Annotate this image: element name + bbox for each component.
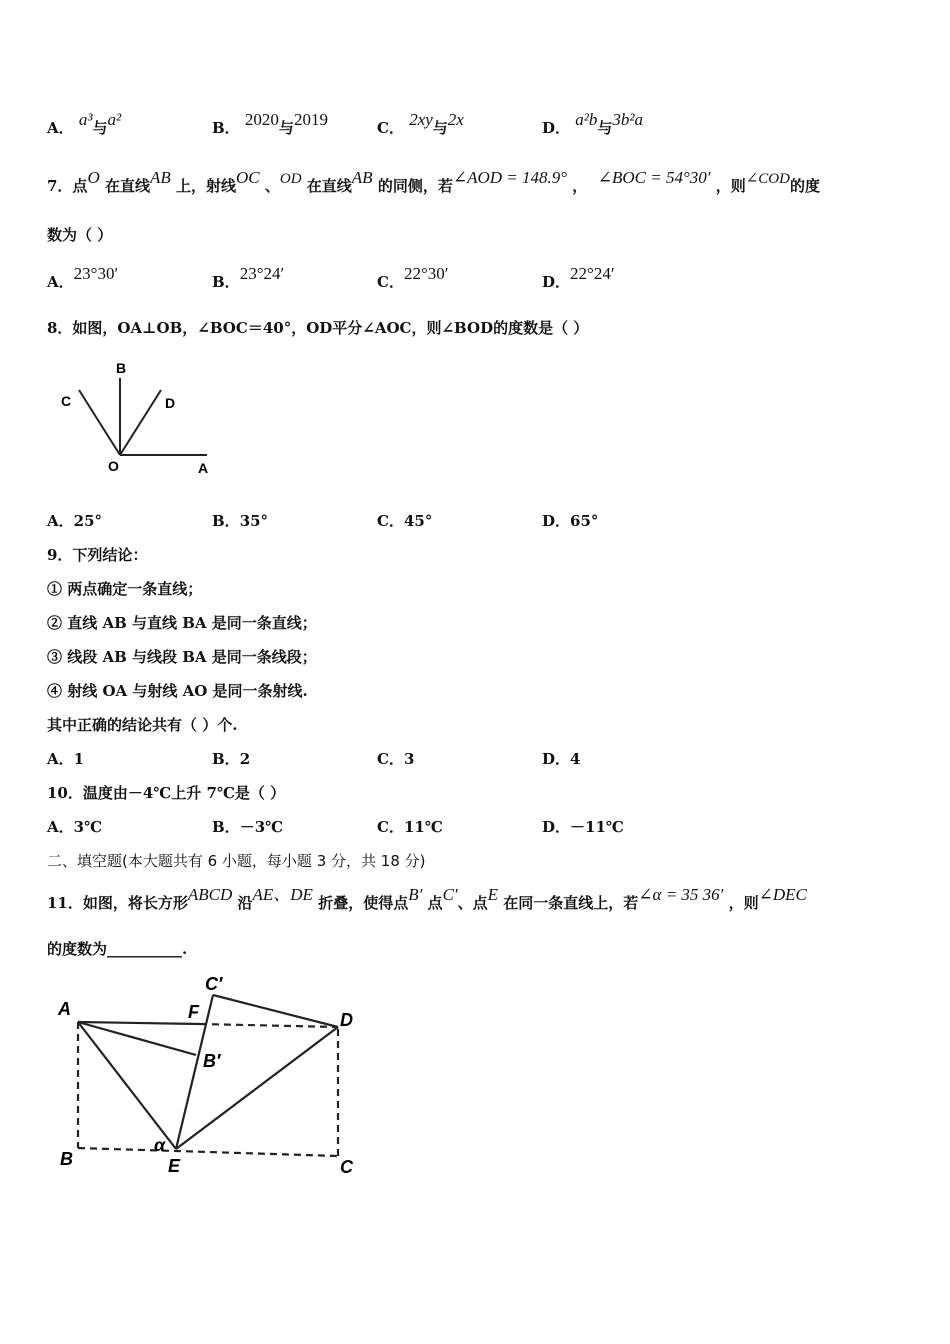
segment-ae [78, 1022, 176, 1149]
option-value: 22°24′ [570, 264, 615, 283]
q7-num: 7．点 [47, 177, 88, 195]
condition-boc: ∠BOC = 54°30′ [597, 168, 711, 187]
ray-oc: OC [236, 168, 260, 187]
expr-right: 2x [447, 110, 464, 129]
q10-option-a [47, 816, 102, 837]
option-letter: D． [542, 750, 571, 768]
ray-oc [79, 390, 120, 455]
q11-stem [47, 885, 807, 913]
q11-text: 11．如图，将长方形 [47, 894, 188, 912]
q11-text: 在同一条直线上，若 [503, 894, 639, 912]
q11-text: 点 [427, 894, 443, 912]
q9-item-2: ② 直线 AB 与直线 BA 是同一条直线； [47, 614, 317, 632]
label-c: C [340, 1157, 353, 1177]
option-value: 11℃ [403, 818, 443, 836]
ray-od [120, 390, 161, 455]
q6-option-a [47, 110, 122, 138]
label-b: B [116, 360, 127, 376]
angle-cod: ∠COD [745, 171, 790, 187]
option-value: 3℃ [73, 818, 103, 836]
expr-right: a² [107, 110, 122, 129]
label-o: O [108, 458, 119, 474]
expr-left: 2020 [244, 110, 279, 129]
option-letter: B． [212, 119, 240, 137]
option-letter: A． [47, 273, 74, 291]
q9-option-a [47, 748, 84, 769]
q11-text: 、点 [457, 894, 488, 912]
option-value: 23°30′ [73, 264, 119, 283]
expr-left: a²b [575, 110, 598, 129]
q9-option-c [377, 748, 414, 769]
line-ab: AB [351, 168, 373, 187]
segment-c-prime-d [213, 995, 338, 1027]
q9-option-d [542, 748, 580, 769]
expr-right: 3b²a [612, 110, 643, 129]
q9-item-3: ③ 线段 AB 与线段 BA 是同一条线段； [47, 648, 317, 666]
q10-option-b [212, 816, 283, 837]
q6-option-d [542, 110, 643, 138]
q10-stem: 10．温度由－4℃上升 7℃是（ ） [47, 784, 286, 802]
option-letter: D． [542, 119, 571, 137]
option-value: －3℃ [239, 818, 284, 836]
q8-option-b [212, 510, 268, 531]
q11-text: 沿 [237, 894, 253, 912]
segment-ab-prime [78, 1022, 196, 1055]
option-letter: D． [542, 273, 571, 291]
option-letter: D． [542, 512, 571, 530]
q9-item-4: ④ 射线 OA 与射线 AO 是同一条射线. [47, 682, 308, 700]
q11-stem-line2: 的度数为__________. [47, 940, 188, 958]
option-value: 35° [239, 512, 269, 530]
q6-option-c [377, 110, 464, 138]
option-letter: C． [377, 750, 404, 768]
label-c: C [61, 393, 72, 409]
q7-text: 的同侧，若 [377, 177, 453, 195]
segment-af [78, 1022, 200, 1024]
option-letter: A． [47, 512, 74, 530]
q7-text: ， [572, 177, 588, 195]
q11-text: ，则 [728, 894, 759, 912]
label-alpha: α [154, 1135, 166, 1155]
q7-option-d [542, 264, 615, 292]
label-b: B [60, 1149, 73, 1169]
option-letter: C． [377, 818, 404, 836]
q8-stem: 8．如图，OA⊥OB，∠BOC＝40°，OD平分∠AOC，则∠BOD的度数是（ ） [47, 319, 589, 337]
section-heading: 二、填空题(本大题共有 6 小题，每小题 3 分，共 18 分) [47, 852, 426, 870]
conj: 与 [597, 119, 613, 137]
label-a: A [198, 460, 209, 476]
option-value: 23°24′ [239, 264, 285, 283]
q7-text: 在直线 [306, 177, 352, 195]
q7-option-c [377, 264, 449, 292]
conj: 与 [92, 119, 108, 137]
option-letter: A． [47, 818, 74, 836]
option-letter: B． [212, 512, 240, 530]
option-letter: D． [542, 818, 571, 836]
option-value: －11℃ [570, 818, 624, 836]
q10-option-c [377, 816, 443, 837]
ray-od: OD [279, 171, 302, 187]
expr-left: a³ [78, 110, 93, 129]
conj: 与 [432, 119, 448, 137]
option-value: 65° [570, 512, 599, 530]
q8-option-d [542, 510, 598, 531]
q7-text: 、 [264, 177, 280, 195]
side-ad-dashed [200, 1024, 338, 1027]
label-b-prime: B′ [203, 1051, 221, 1071]
label-d: D [165, 395, 176, 411]
q7-stem-line2: 数为（ ） [47, 226, 113, 244]
option-letter: B． [212, 750, 240, 768]
conj: 与 [278, 119, 294, 137]
option-value: 1 [73, 750, 85, 768]
q6-option-b [212, 110, 328, 138]
point-e: E [487, 885, 499, 904]
option-letter: B． [212, 818, 240, 836]
option-letter: A． [47, 119, 74, 137]
q7-text: 在直线 [104, 177, 150, 195]
option-value: 2 [239, 750, 251, 768]
expr-right: 2019 [293, 110, 328, 129]
option-value: 45° [403, 512, 433, 530]
option-letter: B． [212, 273, 240, 291]
angle-alpha: ∠α = 35 36′ [638, 885, 724, 904]
option-value: 4 [570, 750, 581, 768]
option-letter: A． [47, 750, 74, 768]
angle-dec: ∠DEC [758, 885, 807, 904]
label-a: A [58, 999, 71, 1019]
label-e: E [168, 1156, 181, 1176]
q7-option-b [212, 264, 285, 292]
option-letter: C． [377, 273, 404, 291]
option-value: 22°30′ [403, 264, 449, 283]
line-ab: AB [149, 168, 171, 187]
label-c-prime: C′ [205, 974, 223, 994]
q7-text: 上，射线 [175, 177, 236, 195]
rect-abcd: ABCD [187, 885, 233, 904]
q8-figure [55, 355, 220, 480]
q7-text: ，则 [715, 177, 746, 195]
expr-left: 2xy [409, 110, 433, 129]
q7-stem [47, 168, 820, 196]
q8-option-a [47, 510, 102, 531]
option-value: 3 [403, 750, 415, 768]
q7-text: 的度 [789, 177, 820, 195]
q11-text: 折叠，使得点 [318, 894, 409, 912]
q7-option-a [47, 264, 119, 292]
label-f: F [188, 1002, 199, 1022]
point-o: O [87, 168, 100, 187]
q8-option-c [377, 510, 432, 531]
option-letter: C． [377, 512, 404, 530]
q10-option-d [542, 816, 624, 837]
option-value: 25° [73, 512, 103, 530]
point-bp: B′ [408, 885, 423, 904]
q9-title: 9．下列结论： [47, 546, 148, 564]
condition-aod: ∠AOD = 148.9° [452, 168, 568, 187]
q9-question: 其中正确的结论共有（ ）个. [47, 716, 238, 734]
q11-figure [50, 970, 370, 1185]
option-letter: C． [377, 119, 404, 137]
side-bc-dashed [78, 1148, 338, 1156]
label-d: D [340, 1010, 353, 1030]
q9-item-1: ① 两点确定一条直线； [47, 580, 203, 598]
q9-option-b [212, 748, 250, 769]
point-cp: C′ [442, 885, 458, 904]
fold-lines: AE、DE [252, 885, 313, 904]
